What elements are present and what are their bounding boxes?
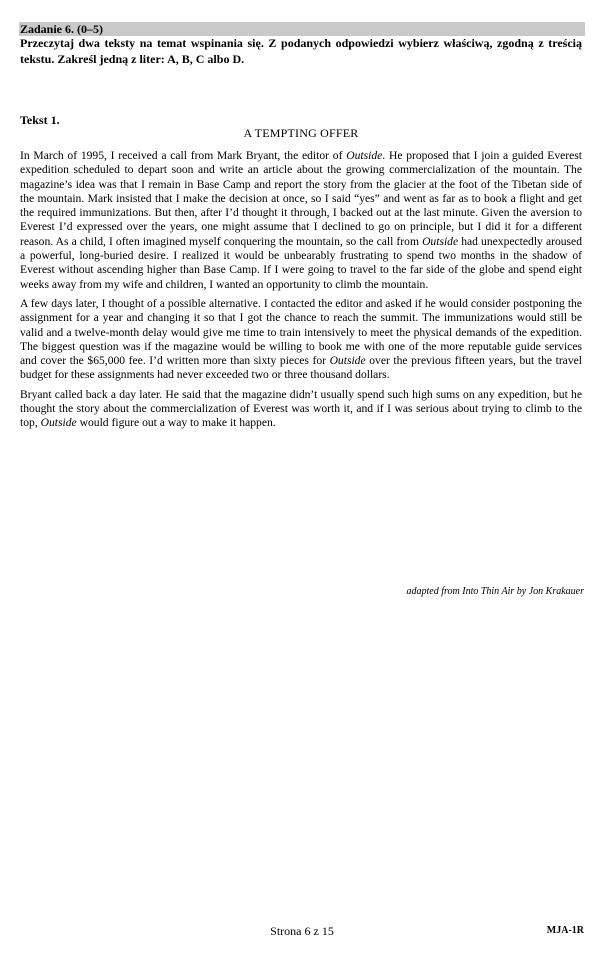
text-label: Tekst 1. [20, 113, 60, 127]
task-header-bar [19, 22, 585, 36]
source-attribution: adapted from Into Thin Air by Jon Krakauer [406, 586, 584, 597]
article-paragraph-3: Bryant called back a day later. He said that the magazine didn’t usually spend such high sums on any expedition, but he thought the story about the commercialization of Everest was worth it, and if I was serious about trying to climb to the top, Outside would figure out a way to make it happen. [20, 387, 582, 430]
article-paragraph-1: In March of 1995, I received a call from Mark Bryant, the editor of Outside. He proposed that I join a guided Everest expedition scheduled to depart soon and write an article about the growing commercialization of the mountain. The magazine’s idea was that I remain in Base Camp and report the story from the glacier at the foot of the Tibetan side of the mountain. Mark insisted that I make the decision at once, so I said “yes” and went as far as to book a flight and get the required immunizations. But then, after I’d thought it through, I backed out at the last minute. Given the aversion to Everest I’d expressed over the years, one might assume that I declined to go on principle, but I did it for a different reason. As a child, I often imagined myself conquering the mountain, so the call from Outside had unexpectedly aroused a powerful, long-buried desire. I realized it would be unbearably frustrating to spend two months in the shadow of Everest without ascending higher than Base Camp. If I were going to travel to the far side of the globe and spend eight weeks away from my wife and children, I wanted an opportunity to climb the mountain. [20, 149, 583, 291]
task-instructions: Przeczytaj dwa teksty na temat wspinania się. Z podanych odpowiedzi wybierz właściwą, zgodną z treścią tekstu. Zakreśl jedną z liter: A, B, C albo D. [20, 36, 582, 66]
magazine-title: Outside [422, 234, 459, 248]
magazine-title: Outside [346, 149, 383, 162]
task-title: Zadanie 6. (0–5) [20, 22, 104, 36]
magazine-title: Outside [329, 354, 366, 368]
page-number: Strona 6 z 15 [270, 924, 334, 938]
article-paragraph-2: A few days later, I thought of a possible alternative. I contacted the editor and asked if he would consider postponing the assignment for a year and changing it so that I got the chance to reach the summit. The immunizations would still be valid and a twelve-month delay would give me time to train intensively to meet the physical demands of the expedition. The biggest question was if the magazine would be willing to book me with one of the more reputable guide services and cover the $65,000 fee. I’d written more than sixty pieces for Outside over the previous fifteen years, but the travel budget for these assignments had never exceeded two or three thousand dollars. [20, 296, 582, 382]
text-title: A TEMPTING OFFER [243, 126, 359, 140]
magazine-title: Outside [40, 416, 77, 430]
exam-code: MJA-1R [546, 925, 584, 936]
article-body [20, 149, 582, 436]
